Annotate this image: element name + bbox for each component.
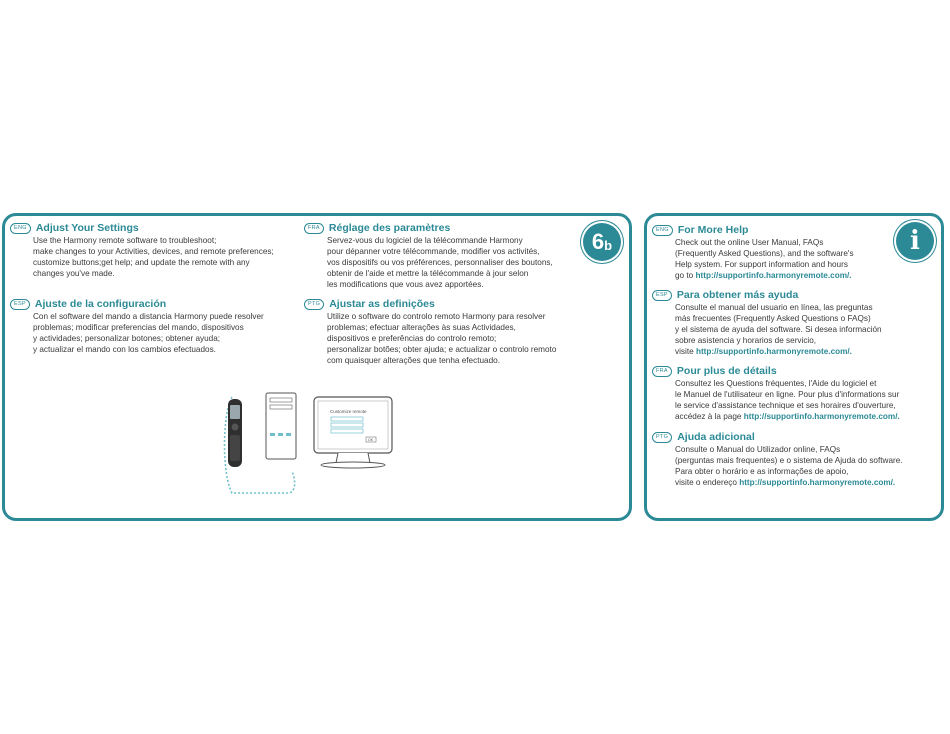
section-eng-settings [10, 222, 274, 279]
section-eng-help [652, 224, 854, 281]
step-letter: b [604, 237, 613, 253]
section-body: Consulte el manual del usuario en línea, las preguntas más frecuentes (Frequently Asked Questions o FAQs) y el sistema de ayuda del software. Si desea información sobre asistencia y horarios de servicio, visite http://supportinfo.harmonyremote.com/. [675, 303, 882, 356]
section-title: Ajuda adicional [677, 431, 755, 443]
support-link[interactable]: http://supportinfo.harmonyremote.com/. [695, 347, 852, 356]
section-body: Use the Harmony remote software to troubleshoot; make changes to your Activities, devices, and remote preferences; customize buttons;get help; and update the remote with any changes you've made. [33, 236, 274, 278]
section-title: Para obtener más ayuda [676, 289, 799, 301]
section-body: Consulte o Manual do Utilizador online, FAQs (perguntas mais frequentes) e o sistema de Ajuda do software. Para obter o horário e as informações de apoio, visite o endereço http://supportinfo.harmonyremote.com/. [675, 445, 903, 487]
remote-icon [228, 399, 242, 467]
screen-title: Customize remote [330, 409, 367, 414]
section-title: Pour plus de détails [676, 365, 777, 377]
section-fra-help [652, 365, 900, 422]
section-ptg-settings [304, 298, 556, 366]
section-esp-help [652, 289, 882, 357]
section-title: For More Help [677, 224, 749, 236]
section-esp-settings [10, 298, 264, 355]
support-link[interactable]: http://supportinfo.harmonyremote.com/. [743, 412, 900, 421]
lang-tag: ENG [10, 223, 31, 234]
step-badge [583, 223, 621, 261]
ok-button: OK [368, 438, 374, 442]
lang-tag: ESP [652, 290, 672, 301]
section-title: Réglage des paramètres [328, 222, 451, 234]
lang-tag: FRA [304, 223, 324, 234]
step-number: 6 [591, 229, 605, 254]
monitor-icon [314, 397, 392, 468]
section-title: Ajuste de la configuración [34, 298, 167, 310]
section-title: Ajustar as definições [329, 298, 435, 310]
section-ptg-help [652, 431, 903, 488]
connection-illustration [218, 385, 398, 500]
support-link[interactable]: http://supportinfo.harmonyremote.com/. [695, 271, 852, 280]
section-body: Consultez les Questions fréquentes, l'Aide du logiciel et le Manuel de l'utilisateur en ligne. Pour plus d'informations sur le service d'assistance technique et ses horaires d'ouverture, accédez à la page http://supportinfo.harmonyremote.com/. [675, 379, 900, 421]
info-icon: i [896, 222, 934, 260]
section-body: Check out the online User Manual, FAQs (Frequently Asked Questions), and the software's Help system. For support information and hours go to http://supportinfo.harmonyremote.com/. [675, 238, 854, 280]
lang-tag: ENG [652, 225, 673, 236]
lang-tag: FRA [652, 366, 672, 377]
lang-tag: PTG [652, 432, 672, 443]
lang-tag: PTG [304, 299, 324, 310]
lang-tag: ESP [10, 299, 30, 310]
section-body: Con el software del mando a distancia Harmony puede resolver problemas; modificar preferencias del mando, dispositivos y actividades; personalizar botones; obtener ayuda; y actualizar el mando con los cambios efectuados. [33, 312, 264, 354]
section-title: Adjust Your Settings [35, 222, 139, 234]
section-body: Utilize o software do controlo remoto Harmony para resolver problemas; efectuar alterações às suas Actividades, dispositivos e preferências do controlo remoto; personalizar botões; obter ajuda; e actualizar o controlo remoto com quaisquer alterações que tenha efectuado. [327, 312, 557, 365]
support-link[interactable]: http://supportinfo.harmonyremote.com/. [739, 478, 896, 487]
section-fra-settings [304, 222, 553, 290]
computer-tower-icon [266, 393, 296, 459]
section-body: Servez-vous du logiciel de la télécommande Harmony pour dépanner votre télécommande, modifier vos activités, vos dispositifs ou vos préférences, personnaliser des boutons, obtenir de l'aide et mettre la télécommande à jour selon les modifications que vous avez apportées. [327, 236, 553, 289]
